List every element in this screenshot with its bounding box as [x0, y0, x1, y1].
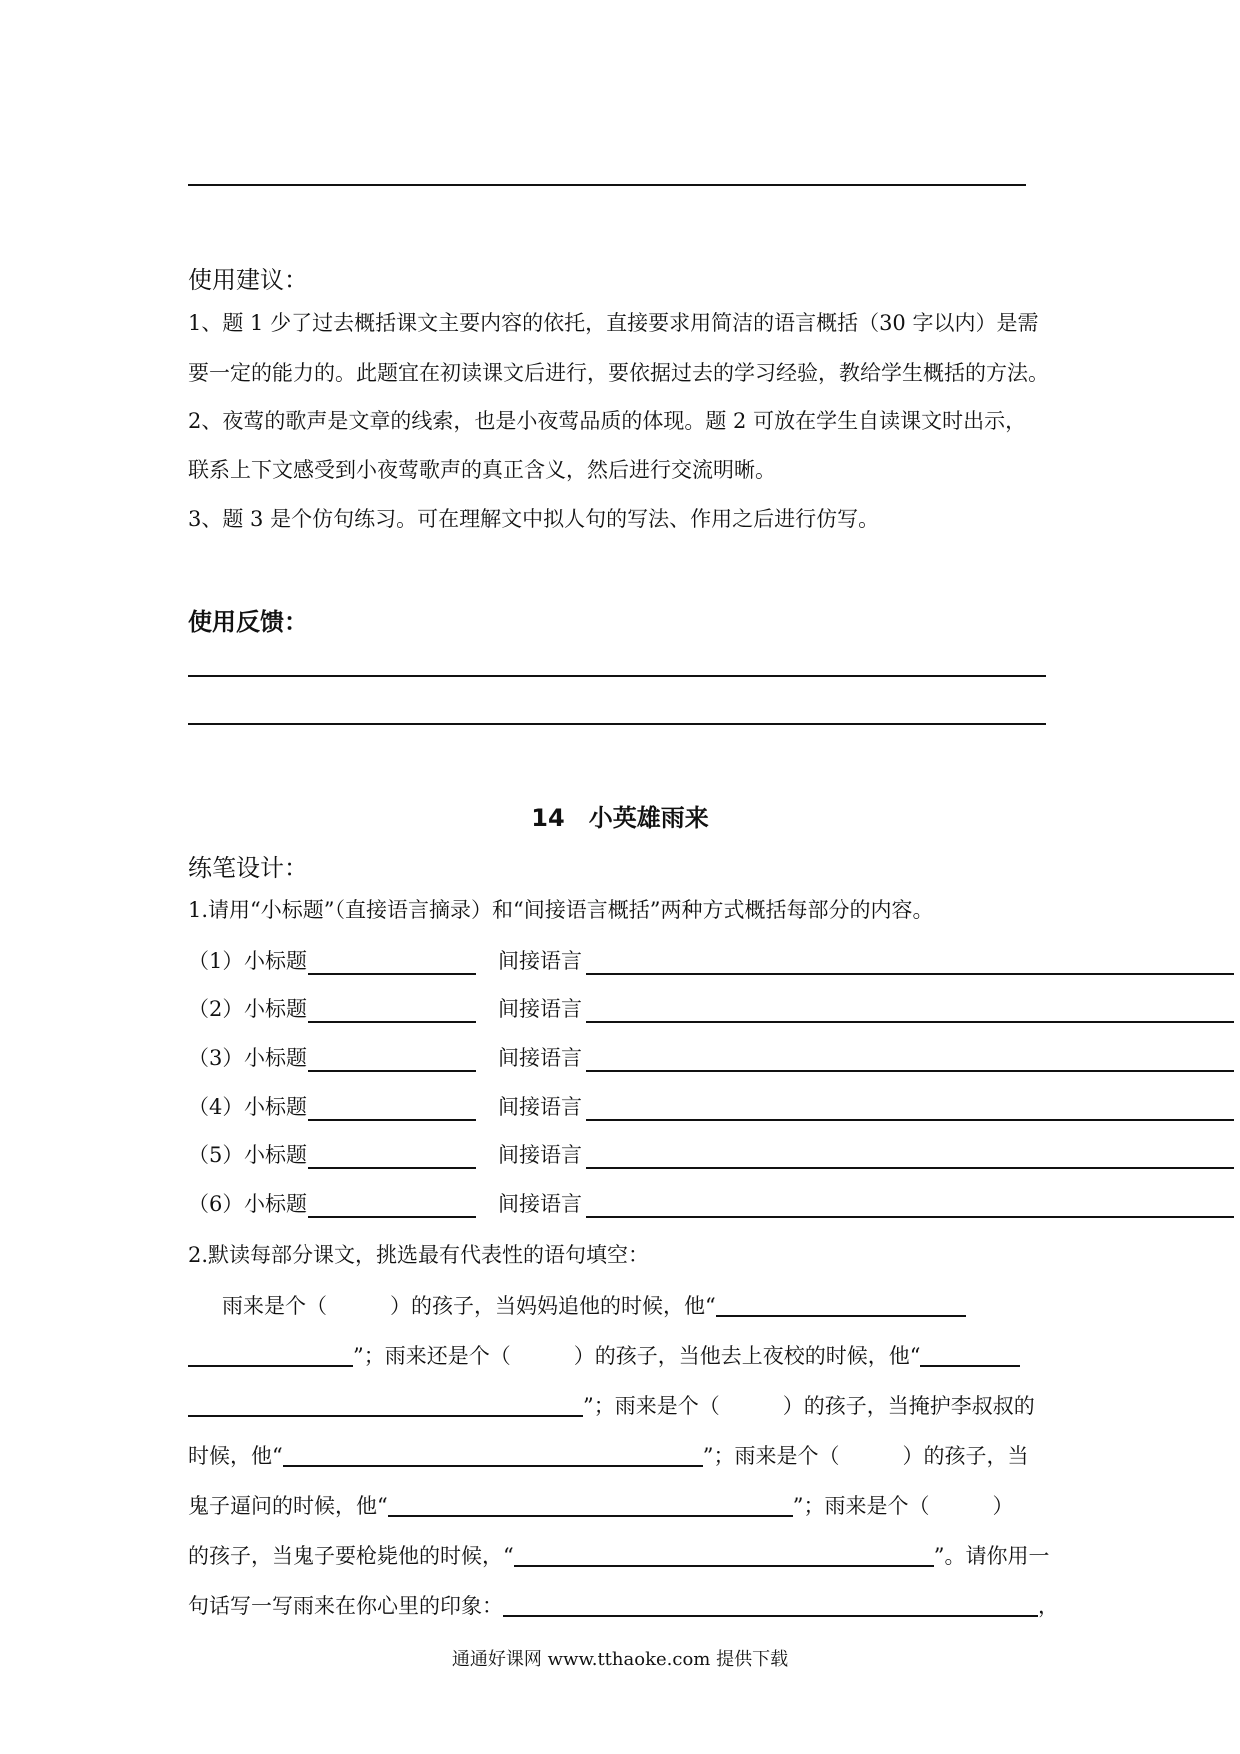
- fill-line-4: [188, 1440, 1029, 1470]
- fill-blank[interactable]: [514, 1543, 934, 1567]
- fill-blank[interactable]: [503, 1593, 1038, 1617]
- row-number: （4）: [188, 1095, 244, 1119]
- feedback-line-2: [188, 723, 1046, 725]
- suggestion-line-5: 3、题 3 是个仿句练习。可在理解文中拟人句的写法、作用之后进行仿写。: [188, 507, 880, 531]
- indirect-label: 间接语言: [498, 949, 582, 973]
- suggestion-line-1: 1、题 1 少了过去概括课文主要内容的依托，直接要求用简洁的语言概括（30 字以内）是需: [188, 311, 1039, 335]
- subtitle-blank[interactable]: [308, 1167, 476, 1169]
- subtitle-label: 小标题: [244, 1143, 307, 1167]
- subtitle-label: 小标题: [244, 1046, 307, 1070]
- fill-line-1: [222, 1290, 966, 1320]
- fill-text: ”；雨来是个（ ）的孩子，当掩护李叔叔的: [583, 1394, 1035, 1418]
- fill-text: ”；雨来还是个（ ）的孩子，当他去上夜校的时候，他“: [353, 1344, 921, 1368]
- fill-text: 的孩子，当鬼子要枪毙他的时候，“: [188, 1544, 514, 1568]
- fill-line-6: [188, 1540, 1050, 1570]
- indirect-blank[interactable]: [586, 1216, 1234, 1218]
- indirect-label: 间接语言: [498, 1192, 582, 1216]
- subtitle-blank[interactable]: [308, 1070, 476, 1072]
- indirect-label: 间接语言: [498, 997, 582, 1021]
- fill-line-5: [188, 1490, 1014, 1520]
- subtitle-blank[interactable]: [308, 1216, 476, 1218]
- row-number: （5）: [188, 1143, 244, 1167]
- indirect-blank[interactable]: [586, 1021, 1234, 1023]
- design-heading: 练笔设计：: [188, 854, 308, 882]
- fill-text: 雨来是个（ ）的孩子，当妈妈追他的时候，他“: [222, 1294, 716, 1318]
- suggestion-line-4: 联系上下文感受到小夜莺歌声的真正含义，然后进行交流明晰。: [188, 458, 776, 482]
- fill-blank[interactable]: [920, 1343, 1020, 1367]
- fill-text: 句话写一写雨来在你心里的印象：: [188, 1594, 503, 1618]
- suggestion-line-2: 要一定的能力的。此题宜在初读课文后进行，要依据过去的学习经验，教给学生概括的方法。: [188, 361, 1049, 385]
- indirect-label: 间接语言: [498, 1095, 582, 1119]
- indirect-blank[interactable]: [586, 1119, 1234, 1121]
- top-answer-line: [188, 184, 1026, 186]
- row-number: （6）: [188, 1192, 244, 1216]
- fill-line-7: [188, 1590, 1059, 1620]
- fill-blank[interactable]: [188, 1393, 583, 1417]
- fill-blank[interactable]: [283, 1443, 703, 1467]
- subtitle-label: 小标题: [244, 949, 307, 973]
- page-footer: 通通好课网 www.tthaoke.com 提供下载: [451, 1649, 789, 1670]
- subtitle-label: 小标题: [244, 1192, 307, 1216]
- subtitle-blank[interactable]: [308, 973, 476, 975]
- suggestions-heading: 使用建议：: [188, 266, 308, 294]
- row-number: （1）: [188, 949, 244, 973]
- fill-text: ，: [1038, 1594, 1059, 1618]
- question-1: 1.请用“小标题”（直接语言摘录）和“间接语言概括”两种方式概括每部分的内容。: [188, 898, 934, 922]
- question-2: 2.默读每部分课文，挑选最有代表性的语句填空：: [188, 1243, 650, 1267]
- fill-blank[interactable]: [388, 1493, 793, 1517]
- indirect-blank[interactable]: [586, 1167, 1234, 1169]
- indirect-blank[interactable]: [586, 1070, 1234, 1072]
- subtitle-blank[interactable]: [308, 1119, 476, 1121]
- fill-blank[interactable]: [188, 1343, 353, 1367]
- subtitle-label: 小标题: [244, 997, 307, 1021]
- fill-line-2: [188, 1340, 1020, 1370]
- lesson-title: 14 小英雄雨来: [531, 804, 709, 832]
- fill-text: ”；雨来是个（ ）: [792, 1494, 1014, 1518]
- feedback-line-1: [188, 675, 1046, 677]
- feedback-heading: 使用反馈：: [188, 608, 308, 636]
- fill-text: ”。请你用一: [933, 1544, 1050, 1568]
- row-number: （3）: [188, 1046, 244, 1070]
- row-number: （2）: [188, 997, 244, 1021]
- fill-line-3: [188, 1390, 1035, 1420]
- fill-blank[interactable]: [716, 1293, 966, 1317]
- fill-text: 时候，他“: [188, 1444, 283, 1468]
- indirect-label: 间接语言: [498, 1143, 582, 1167]
- subtitle-blank[interactable]: [308, 1021, 476, 1023]
- fill-text: ”；雨来是个（ ）的孩子，当: [702, 1444, 1029, 1468]
- suggestion-line-3: 2、夜莺的歌声是文章的线索，也是小夜莺品质的体现。题 2 可放在学生自读课文时出示，: [188, 409, 1027, 433]
- subtitle-label: 小标题: [244, 1095, 307, 1119]
- indirect-blank[interactable]: [586, 973, 1234, 975]
- fill-text: 鬼子逼问的时候，他“: [188, 1494, 388, 1518]
- indirect-label: 间接语言: [498, 1046, 582, 1070]
